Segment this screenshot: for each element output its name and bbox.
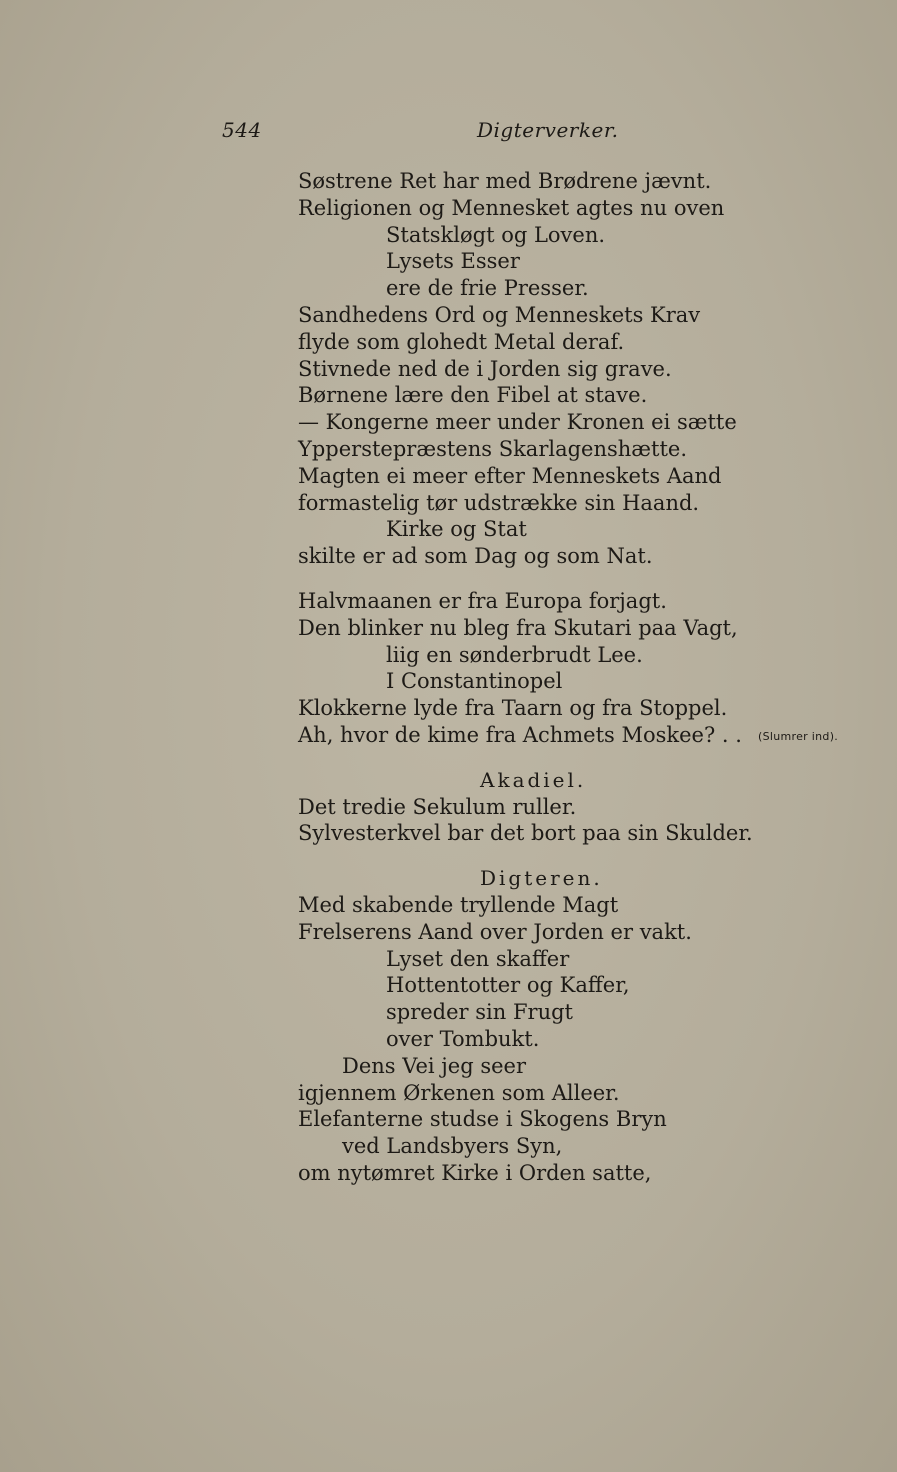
verse-line: Elefanterne studse i Skogens Bryn [298, 1107, 667, 1132]
running-header [0, 118, 897, 150]
verse-line: spreder sin Frugt [386, 1000, 573, 1025]
verse-line: flyde som glohedt Metal deraf. [298, 329, 625, 354]
verse-line: Med skabende tryllende Magt [298, 892, 619, 917]
verse-line: — Kongerne meer under Kronen ei sætte [298, 410, 737, 435]
verse-line: Dens Vei jeg seer [342, 1053, 527, 1078]
verse-line: I Constantinopel [386, 669, 563, 694]
speaker-name: Akadiel. [480, 767, 587, 792]
verse-line: Den blinker nu bleg fra Skutari paa Vagt, [298, 615, 738, 640]
verse-line: Lysets Esser [386, 249, 520, 274]
stanza-break [298, 570, 858, 588]
verse-line: Frelserens Aand over Jorden er vakt. [298, 919, 692, 944]
verse-line: Sylvesterkvel bar det bort paa sin Skulder. [298, 821, 753, 846]
stanza-break [298, 847, 858, 865]
verse-line: om nytømret Kirke i Orden satte, [298, 1160, 652, 1185]
verse-line: Klokkerne lyde fra Taarn og fra Stoppel. [298, 696, 728, 721]
verse-line: Magten ei meer efter Menneskets Aand [298, 463, 722, 488]
verse-line: Det tredie Sekulum ruller. [298, 794, 577, 819]
verse-line: Hottentotter og Kaffer, [386, 973, 630, 998]
verse-line: ere de frie Presser. [386, 276, 589, 301]
verse-line: Lyset den skaffer [386, 946, 570, 971]
verse-line: Ah, hvor de kime fra Achmets Moskee? . . [298, 722, 742, 747]
verse-line: Sandhedens Ord og Menneskets Krav [298, 302, 701, 327]
verse-line: Religionen og Mennesket agtes nu oven [298, 195, 725, 220]
verse-line: Kirke og Stat [386, 517, 527, 542]
verse-line: skilte er ad som Dag og som Nat. [298, 544, 653, 569]
verse-line: Stivnede ned de i Jorden sig grave. [298, 356, 672, 381]
poem-text [298, 168, 858, 1187]
verse-line-with-note [298, 722, 858, 749]
verse-line: Børnene lære den Fibel at stave. [298, 383, 648, 408]
verse-line: ved Landsbyers Syn, [342, 1134, 563, 1159]
verse-line: Halvmaanen er fra Europa forjagt. [298, 588, 667, 613]
verse-line: Søstrene Ret har med Brødrene jævnt. [298, 169, 712, 193]
verse-line: Statskløgt og Loven. [386, 222, 606, 247]
verse-line: over Tombukt. [386, 1026, 540, 1051]
stage-direction: (Slumrer ind). [758, 729, 839, 743]
running-title: Digterverker. [477, 118, 619, 142]
verse-line: liig en sønderbrudt Lee. [386, 642, 643, 667]
verse-line: Ypperstepræstens Skarlagenshætte. [298, 436, 688, 461]
verse-line: igjennem Ørkenen som Alleer. [298, 1080, 620, 1105]
speaker-name: Digteren. [480, 866, 603, 891]
stanza-break [298, 749, 858, 767]
page-number: 544 [222, 118, 262, 142]
verse-line: formastelig tør udstrække sin Haand. [298, 490, 700, 515]
